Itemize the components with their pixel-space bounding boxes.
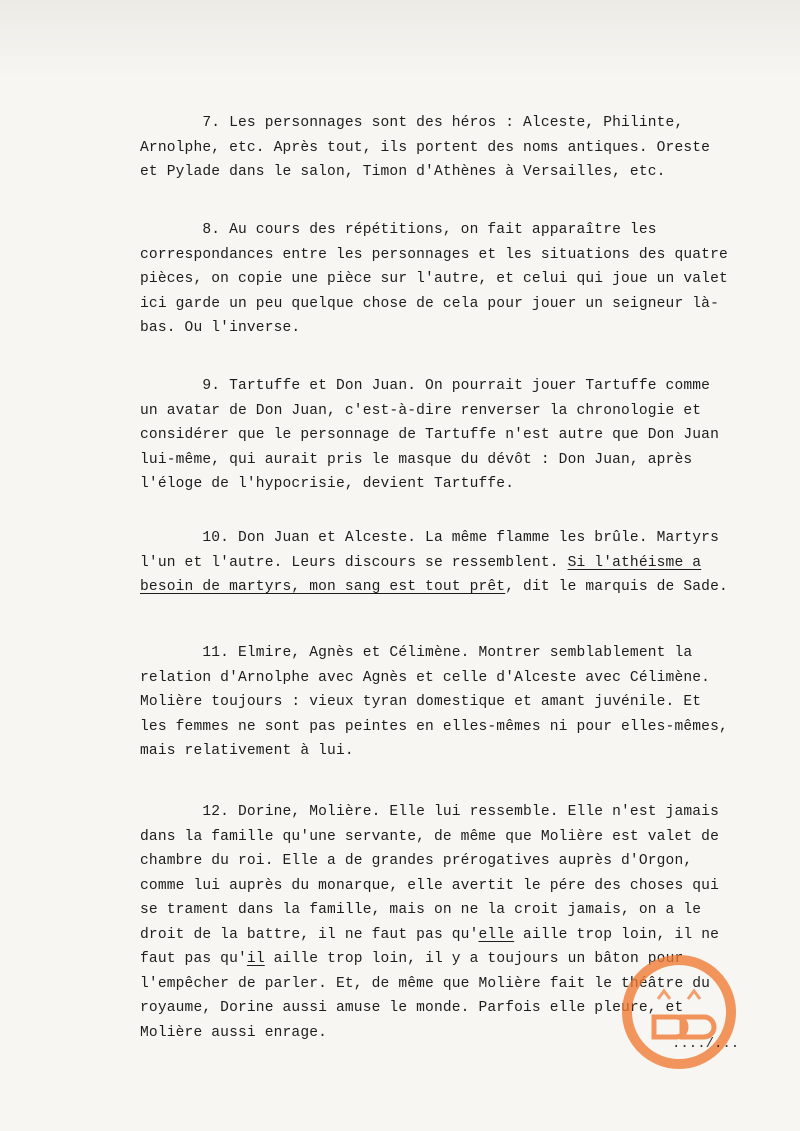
text-segment: 11. Elmire, Agnès et Célimène. Montrer semblablement la — [140, 645, 693, 661]
text-segment: , dit le marquis de Sade. — [505, 579, 728, 595]
text-segment: 10. Don Juan et Alceste. La même flamme les brûle. Martyrs — [140, 530, 719, 546]
text-segment: Molière toujours : vieux tyran domestique et amant juvénile. Et — [140, 694, 702, 710]
text-segment: faut pas qu' — [140, 951, 247, 967]
text-line — [140, 690, 780, 715]
text-segment: royaume, Dorine aussi amuse le monde. Parfois elle pleure, et — [140, 1000, 684, 1016]
scan-shadow — [0, 0, 800, 80]
paragraph-7 — [140, 111, 780, 185]
text-segment: 12. Dorine, Molière. Elle lui ressemble. Elle n'est jamais — [140, 804, 719, 820]
paragraph-8 — [140, 218, 780, 341]
text-line — [140, 111, 780, 136]
text-line — [140, 136, 780, 161]
text-line — [140, 374, 780, 399]
text-segment: les femmes ne sont pas peintes en elles-mêmes ni pour elles-mêmes, — [140, 718, 728, 735]
text-segment: 8. Au cours des répétitions, on fait apparaître les — [140, 222, 657, 238]
text-segment: ici garde un peu quelque chose de cela pour jouer un seigneur là- — [140, 295, 719, 312]
paragraph-9 — [140, 374, 780, 497]
text-line — [140, 825, 780, 850]
text-line — [140, 874, 780, 899]
text-segment: se trament dans la famille, mais on ne la croit jamais, on a le — [140, 902, 702, 918]
text-line — [140, 292, 780, 317]
text-segment: droit de la battre, il ne faut pas qu' — [140, 926, 479, 943]
text-line — [140, 423, 780, 448]
text-segment: comme lui auprès du monarque, elle avertit le pére des choses qui — [140, 877, 719, 894]
text-segment: considérer que le personnage de Tartuffe n'est autre que Don Juan — [140, 427, 719, 443]
text-line — [140, 739, 780, 764]
text-line — [140, 800, 780, 825]
text-line — [140, 218, 780, 243]
paragraph-11 — [140, 641, 780, 764]
text-line — [140, 849, 780, 874]
text-line — [140, 526, 780, 551]
text-segment: 7. Les personnages sont des héros : Alceste, Philinte, — [140, 115, 684, 131]
text-line — [140, 243, 780, 268]
text-segment: relation d'Arnolphe avec Agnès et celle d'Alceste avec Célimène. — [140, 669, 711, 686]
text-segment: lui-même, qui aurait pris le masque du dévôt : Don Juan, après — [140, 451, 693, 468]
text-segment: un avatar de Don Juan, c'est-à-dire renverser la chronologie et — [140, 402, 702, 419]
text-line — [140, 316, 780, 341]
underlined-text: Si l'athéisme a — [567, 554, 702, 571]
text-segment: l'empêcher de parler. Et, de même que Molière fait le théâtre du — [140, 975, 711, 992]
text-line — [140, 551, 780, 576]
text-segment: Molière aussi enrage. — [140, 1024, 328, 1041]
text-segment: aille trop loin, il y a toujours un bâton pour — [264, 951, 684, 967]
underlined-text: elle — [478, 926, 515, 943]
text-segment: l'éloge de l'hypocrisie, devient Tartuffe. — [140, 476, 515, 492]
text-segment: chambre du roi. Elle a de grandes prérogatives auprès d'Orgon, — [140, 853, 693, 869]
text-line — [140, 898, 780, 923]
text-line — [140, 715, 780, 740]
text-line — [140, 160, 780, 185]
text-line — [140, 666, 780, 691]
text-segment: dans la famille qu'une servante, de même que Molière est valet de — [140, 828, 719, 845]
text-segment: aille trop loin, il ne — [514, 926, 720, 943]
page-continuation-marker: ..../... — [672, 1036, 740, 1052]
text-line — [140, 641, 780, 666]
underlined-text: il — [246, 951, 265, 967]
underlined-text: besoin de martyrs, mon sang est tout prêt — [140, 579, 506, 595]
text-line — [140, 267, 780, 292]
text-line — [140, 399, 780, 424]
text-line — [140, 575, 780, 600]
text-line — [140, 448, 780, 473]
text-segment: 9. Tartuffe et Don Juan. On pourrait jouer Tartuffe comme — [140, 378, 711, 394]
text-segment: correspondances entre les personnages et les situations des quatre — [140, 246, 728, 263]
text-line — [140, 923, 780, 948]
text-segment: bas. Ou l'inverse. — [140, 320, 301, 336]
text-line — [140, 472, 780, 497]
text-segment: Arnolphe, etc. Après tout, ils portent des noms antiques. Oreste — [140, 139, 711, 156]
text-segment: l'un et l'autre. Leurs discours se ressemblent. — [140, 554, 568, 571]
text-segment: mais relativement à lui. — [140, 743, 354, 759]
text-segment: pièces, on copie une pièce sur l'autre, et celui qui joue un valet — [140, 271, 728, 287]
paragraph-10 — [140, 526, 780, 600]
text-segment: et Pylade dans le salon, Timon d'Athènes à Versailles, etc. — [140, 164, 666, 180]
